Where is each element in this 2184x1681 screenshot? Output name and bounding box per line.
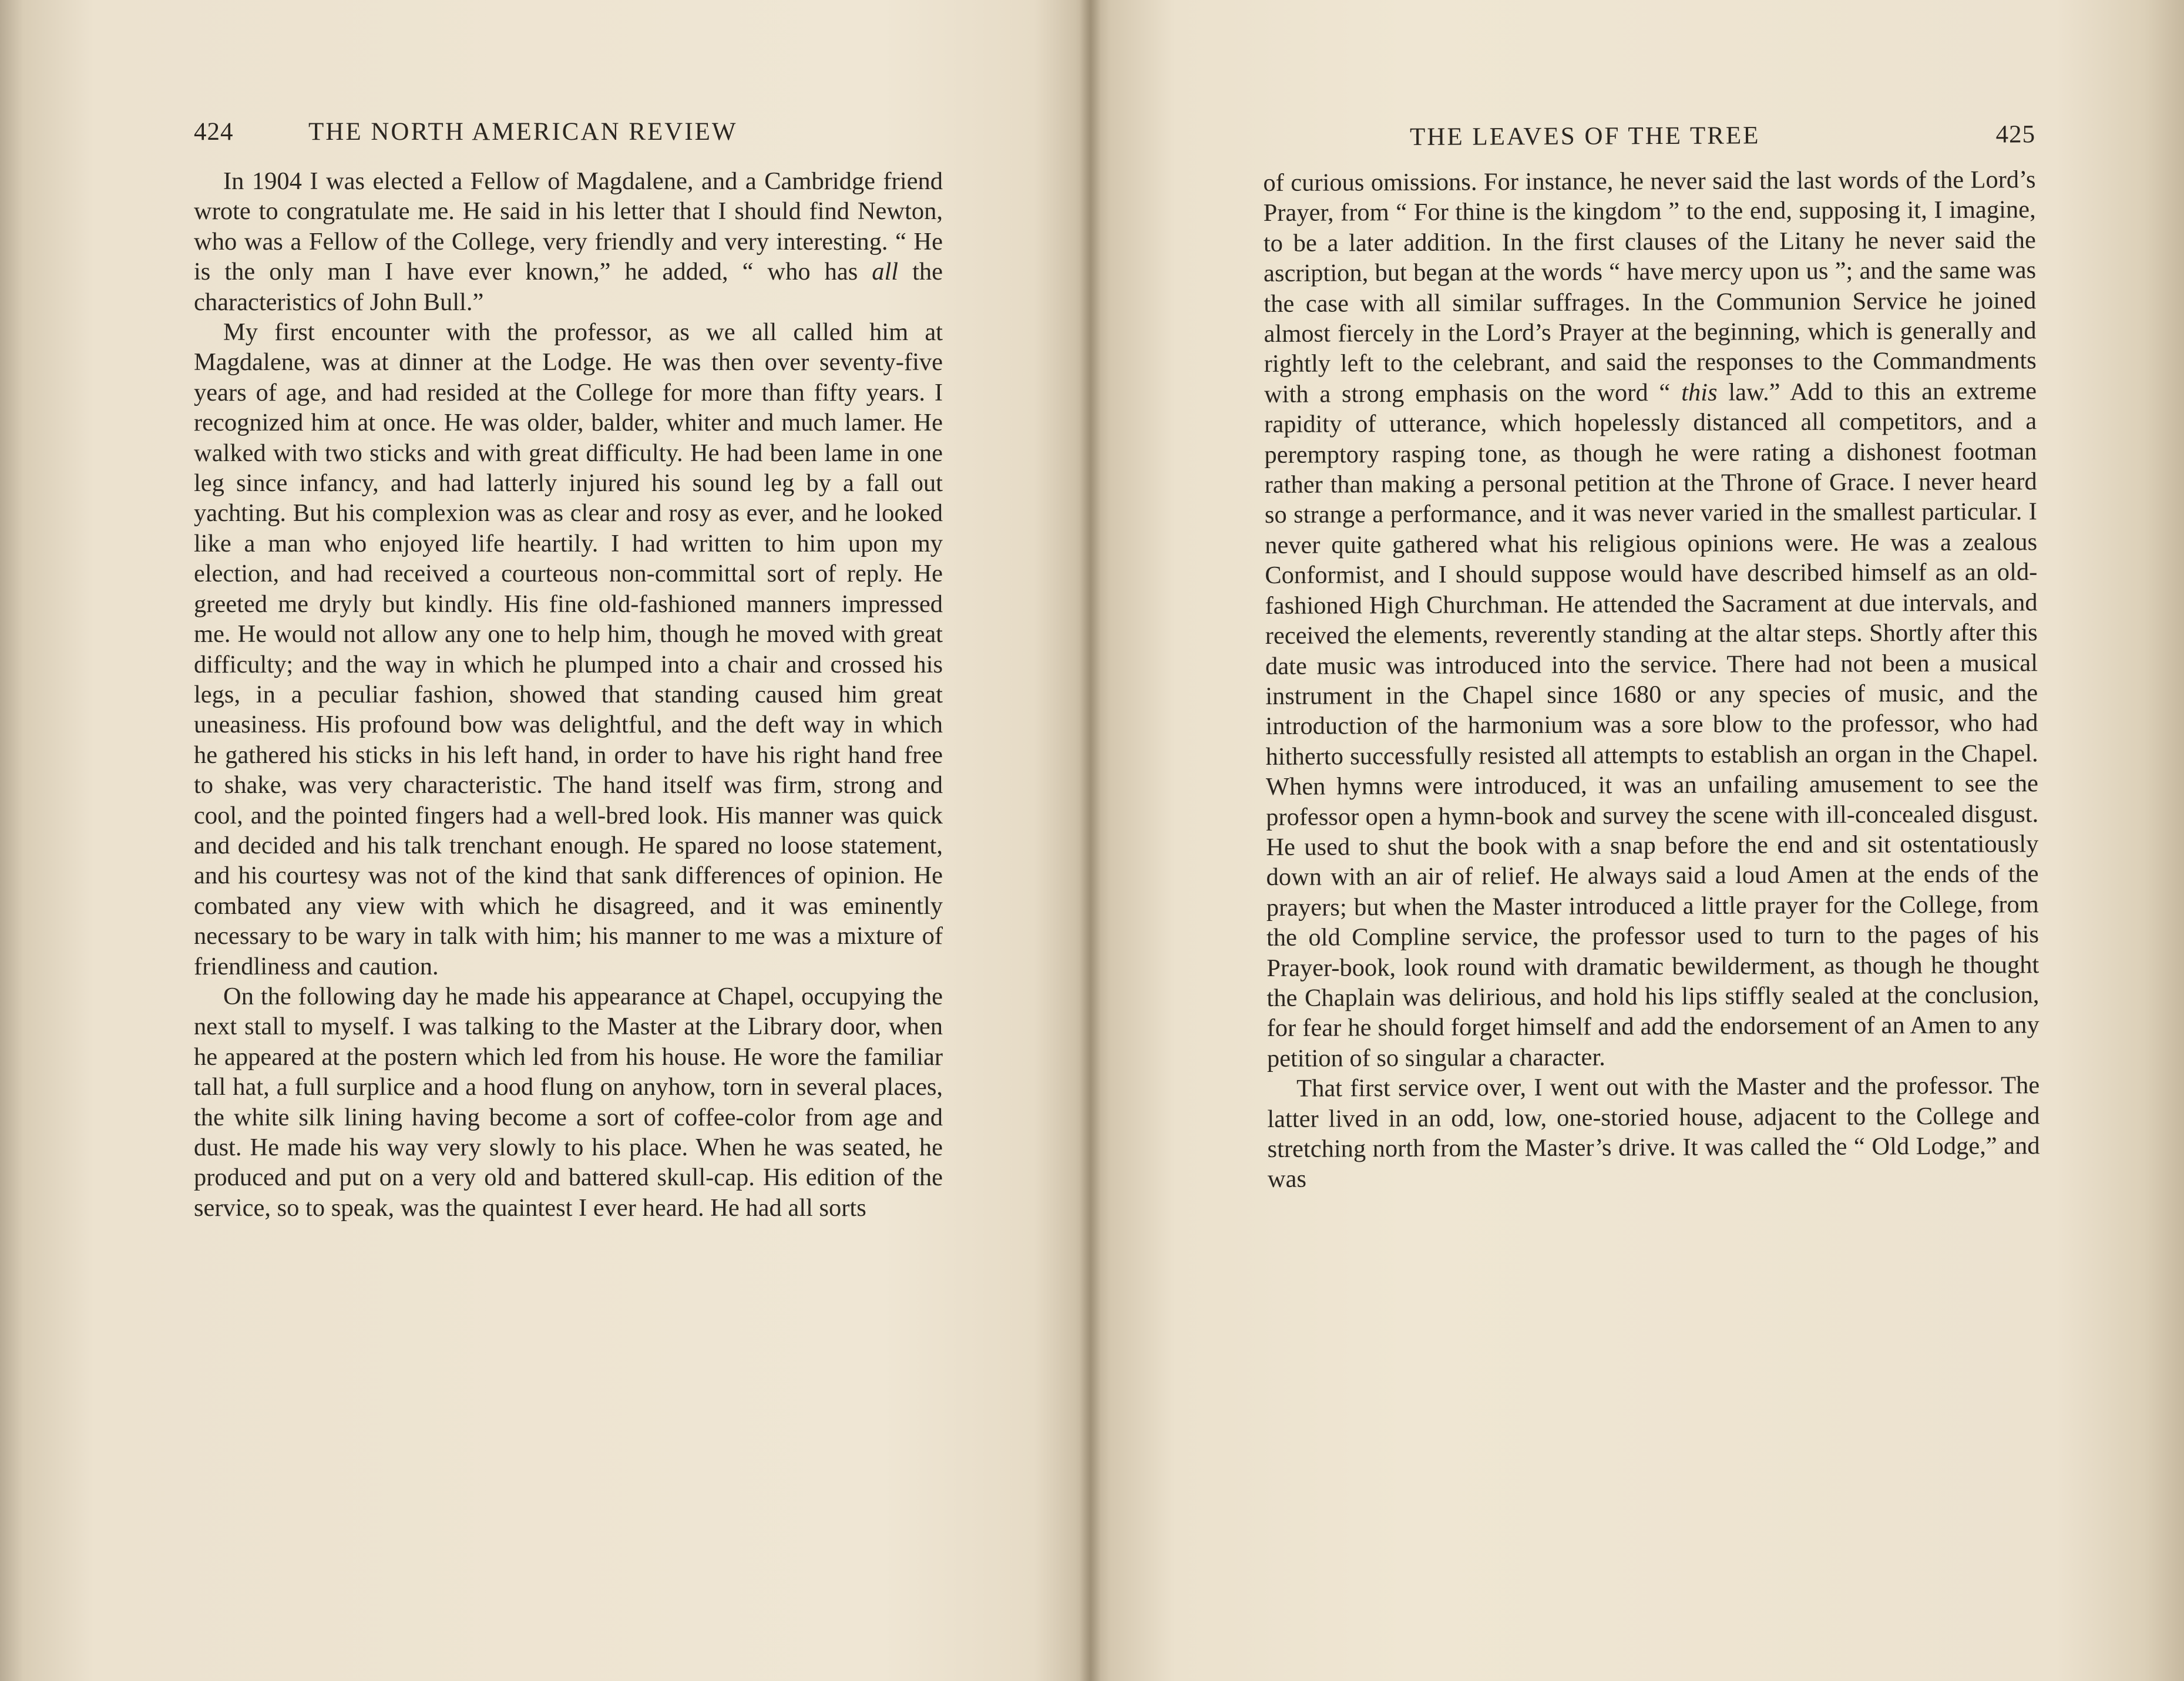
left-running-head: THE NORTH AMERICAN REVIEW — [308, 118, 738, 146]
right-paragraph-1-text-b: law.” Add to this an extreme rapidity of utterance, which hopelessly distanced all competitors, and a peremptory rasping tone, as though he were rating a dishonest footman rather than making a personal petition at the Throne of Grace. I never heard so strange a performance, and it was never varied in the smallest particular. I never quite gathered what his religious opinions were. He was a zealous Conformist, and I should suppose would have described himself as an old-fashioned High Churchman. He attended the Sacrament at due intervals, and received the elements, reverently standing at the altar steps. Shortly after this date music was introduced into the service. There had not been a musical instrument in the Chapel since 1680 or any species of music, and the introduction of the harmonium was a sore blow to the professor, who had hitherto successfully resisted all attempts to establish an organ in the Chapel. When hymns were introduced, it was an unfailing amusement to see the professor open a hymn-book and survey the scene with ill-concealed disgust. He used to shut the book with a snap before the end and sit ostentatiously down with an air of relief. He always said a loud Amen at the ends of the prayers; but when the Master introduced a little prayer for the College, from the old Compline service, the professor used to turn to the pages of his Prayer-book, look round with dramatic bewilderment, as though he thought the Chaplain was delirious, and hold his lips stiffly sealed at the conclusion, for fear he should forget himself and add the endorsement of an Amen to any petition of so singular a character. — [1264, 377, 2039, 1073]
left-paragraph-1-text-a: In 1904 I was elected a Fellow of Magdalene, and a Cambridge friend wrote to congratulate me. He said in his letter that I should find Newton, who was a Fellow of the College, very friendly and very interesting. “ He is the only man I have ever known,” he added, “ who has — [194, 167, 943, 286]
left-page — [194, 117, 943, 1223]
right-page — [1263, 120, 2040, 1195]
book-gutter — [1080, 0, 1101, 1681]
right-paragraph-1-text-a: of curious omissions. For instance, he never said the last words of the Lord’s Prayer, from “ For thine is the kingdom ” to the end, supposing it, I imagine, to be a later addition. In the first clauses of the Litany he never said the ascription, but began at the words “ have mercy upon us ”; and the same was the case with all similar suffrages. In the Communion Service he joined almost fiercely in the Lord’s Prayer at the beginning, which is generally and rightly left to the celebrant, and said the responses to the Commandments with a strong emphasis on the word “ — [1263, 166, 2037, 408]
left-paragraph-3: On the following day he made his appearance at Chapel, occupying the next stall to myself. I was talking to the Master at the Library door, when he appeared at the postern which led from his house. He wore the familiar tall hat, a full surplice and a hood flung on anyhow, torn in several places, the white silk lining having become a sort of coffee-color from age and dust. He made his way very slowly to his place. When he was seated, he produced and put on a very old and battered skull-cap. His edition of the service, so to speak, was the quaintest I ever heard. He had all sorts — [194, 982, 943, 1222]
left-page-number: 424 — [194, 118, 234, 146]
right-page-number: 425 — [1995, 120, 2036, 149]
right-page-header — [1263, 120, 2035, 164]
right-page-body — [1263, 164, 2040, 1195]
right-paragraph-1-italic: this — [1681, 378, 1718, 406]
left-paragraph-1-italic: all — [872, 258, 899, 286]
left-paragraph-1-text-b: the characteristics of John Bull.” — [194, 258, 943, 316]
left-paragraph-2: My first encounter with the professor, as we all called him at Magdalene, was at dinner at the Lodge. He was then over seventy-five years of age, and had resided at the College for more than fifty years. I recognized him at once. He was older, balder, whiter and much lamer. He walked with two sticks and with great difficulty. He had been lame in one leg since infancy, and had latterly injured his sound leg by a fall out yachting. But his complexion was as clear and rosy as ever, and he looked like a man who enjoyed life heartily. I had written to him upon my election, and had received a courteous non-committal sort of reply. He greeted me dryly but kindly. His fine old-fashioned manners impressed me. He would not allow any one to help him, though he moved with great difficulty; and the way in which he plumped into a chair and crossed his legs, in a peculiar fashion, showed that standing caused him great uneasiness. His profound bow was delightful, and the deft way in which he gathered his sticks in his left hand, in order to have his right hand free to shake, was very characteristic. The hand itself was firm, strong and cool, and the pointed fingers had a well-bred look. His manner was quick and decided and his talk trenchant enough. He spared no loose statement, and his courtesy was not of the kind that sank differences of opinion. He combated any view with which he disagreed, and it was eminently necessary to be wary in talk with him; his manner to me was a mixture of friendliness and caution. — [194, 318, 943, 980]
right-paragraph-1 — [1263, 164, 2039, 1074]
right-running-head: THE LEAVES OF THE TREE — [1410, 122, 1760, 151]
right-paragraph-2: That first service over, I went out with the Master and the professor. The latter lived in an odd, low, one-storied house, adjacent to the College and stretching north from the Master’s drive. It was called the “ Old Lodge,” and was — [1267, 1071, 2040, 1193]
left-page-body — [194, 166, 943, 1223]
left-page-header — [194, 117, 943, 159]
left-paragraph-1 — [194, 166, 943, 317]
